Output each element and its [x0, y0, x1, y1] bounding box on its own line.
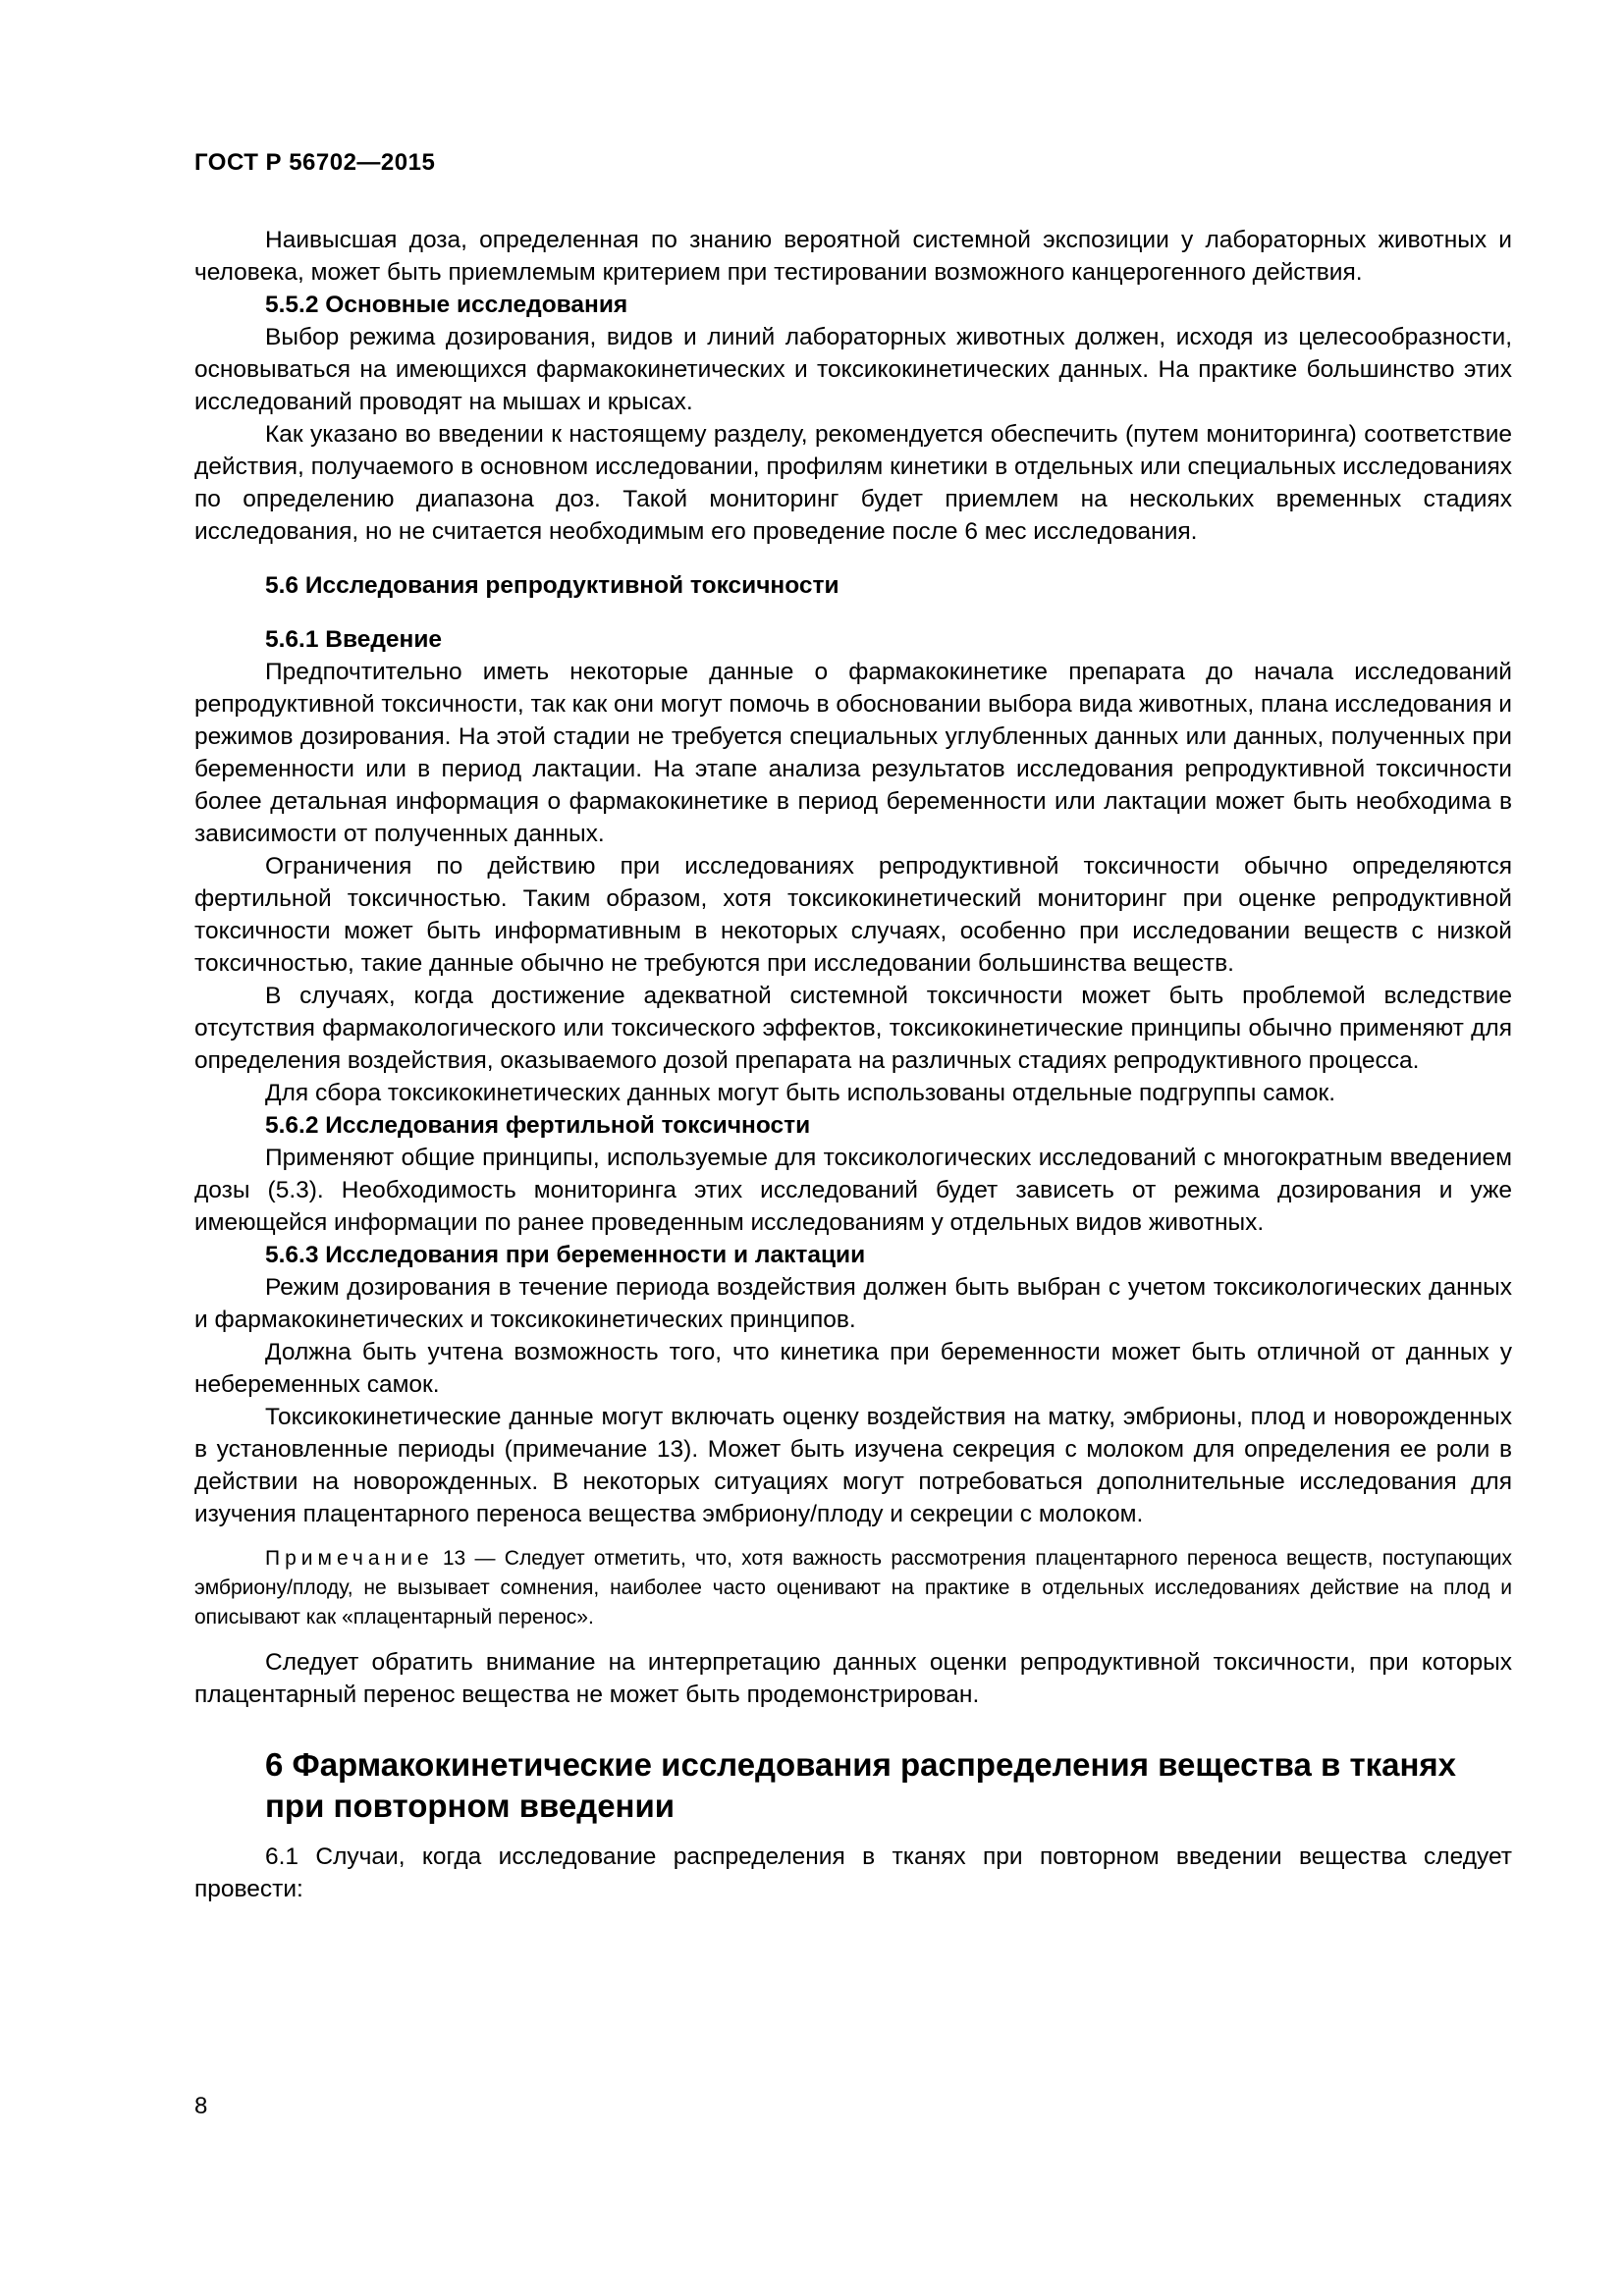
paragraph-intro-2: Ограничения по действию при исследованиях репродуктивной токсичности обычно определяются фертильной токсичностью. Таким образом, хотя токсикокинетический мониторинг при оценке репродуктивной токсичности может быть информативным в некоторых случаях, особенно при исследовании веществ с низкой токсичностью, такие данные обычно не требуются при исследовании большинства веществ.	[194, 853, 1512, 977]
note-text: 13 — Следует отметить, что, хотя важность рассмотрения плацентарного переноса веществ, поступающих эмбриону/плоду, не вызывает сомнения, наиболее часто оценивают на практике в отдельных исследованиях действие на плод и описывают как «плацентарный перенос».	[194, 1547, 1512, 1629]
note-label: Примечание	[265, 1547, 434, 1570]
paragraph-max-dose: Наивысшая доза, определенная по знанию вероятной системной экспозиции у лабораторных животных и человека, может быть приемлемым критерием при тестировании возможного канцерогенного действия.	[194, 227, 1512, 286]
paragraph-interpretation: Следует обратить внимание на интерпретацию данных оценки репродуктивной токсичности, при которых плацентарный перенос вещества не может быть продемонстрирован.	[194, 1649, 1512, 1708]
paragraph-main-studies-2: Как указано во введении к настоящему разделу, рекомендуется обеспечить (путем мониторинга) соответствие действия, получаемого в основном исследовании, профилям кинетики в отдельных или специальных исследованиях по определению диапазона доз. Такой мониторинг будет приемлем на нескольких временных стадиях исследования, но не считается необходимым его проведение после 6 мес исследования.	[194, 421, 1512, 545]
note-13	[194, 1544, 1512, 1632]
paragraph-intro-3: В случаях, когда достижение адекватной системной токсичности может быть проблемой вследствие отсутствия фармакологического или токсического эффектов, токсикокинетические принципы обычно применяют для определения воздействия, оказываемого дозой препарата на различных стадиях репродуктивного процесса.	[194, 983, 1512, 1074]
heading-5-6-2: 5.6.2 Исследования фертильной токсичности	[265, 1112, 811, 1139]
paragraph-intro-1: Предпочтительно иметь некоторые данные о фармакокинетике препарата до начала исследований репродуктивной токсичности, так как они могут помочь в обосновании выбора вида животных, плана исследования и режимов дозирования. На этой стадии не требуется специальных углубленных данных или данных, полученных при беременности или в период лактации. На этапе анализа результатов исследования репродуктивной токсичности более детальная информация о фармакокинетике в период беременности или лактации может быть необходима в зависимости от полученных данных.	[194, 659, 1512, 847]
paragraph-main-studies-1: Выбор режима дозирования, видов и линий лабораторных животных должен, исходя из целесообразности, основываться на имеющихся фармакокинетических и токсикокинетических данных. На практике большинство этих исследований проводят на мышах и крысах.	[194, 324, 1512, 415]
paragraph-pregnancy-1: Режим дозирования в течение периода воздействия должен быть выбран с учетом токсикологических данных и фармакокинетических и токсикокинетических принципов.	[194, 1274, 1512, 1333]
page-number: 8	[194, 2093, 208, 2119]
document-body	[194, 224, 1512, 1905]
paragraph-fertility: Применяют общие принципы, используемые для токсикологических исследований с многократным введением дозы (5.3). Необходимость мониторинга этих исследований будет зависеть от режима дозирования и уже имеющейся информации по ранее проведенным исследованиям у отдельных видов животных.	[194, 1145, 1512, 1236]
paragraph-intro-4: Для сбора токсикокинетических данных могут быть использованы отдельные подгруппы самок.	[265, 1080, 1336, 1106]
paragraph-pregnancy-2: Должна быть учтена возможность того, что кинетика при беременности может быть отличной от данных у небеременных самок.	[194, 1339, 1512, 1398]
heading-5-6-1: 5.6.1 Введение	[265, 626, 443, 653]
heading-5-6: 5.6 Исследования репродуктивной токсичности	[265, 572, 839, 599]
paragraph-pregnancy-3: Токсикокинетические данные могут включать оценку воздействия на матку, эмбрионы, плод и новорожденных в установленные периоды (примечание 13). Может быть изучена секреция с молоком для определения ее роли в действии на новорожденных. В некоторых ситуациях могут потребоваться дополнительные исследования для изучения плацентарного переноса вещества эмбриону/плоду и секреции с молоком.	[194, 1404, 1512, 1527]
heading-5-6-3: 5.6.3 Исследования при беременности и лактации	[265, 1242, 866, 1268]
heading-5-5-2: 5.5.2 Основные исследования	[265, 292, 628, 318]
document-header: ГОСТ Р 56702—2015	[194, 149, 436, 176]
paragraph-6-1: 6.1 Случаи, когда исследование распределения в тканях при повторном введении вещества следует провести:	[194, 1843, 1512, 1902]
section-6-title: 6 Фармакокинетические исследования распределения вещества в тканях при повторном введении	[265, 1746, 1457, 1824]
